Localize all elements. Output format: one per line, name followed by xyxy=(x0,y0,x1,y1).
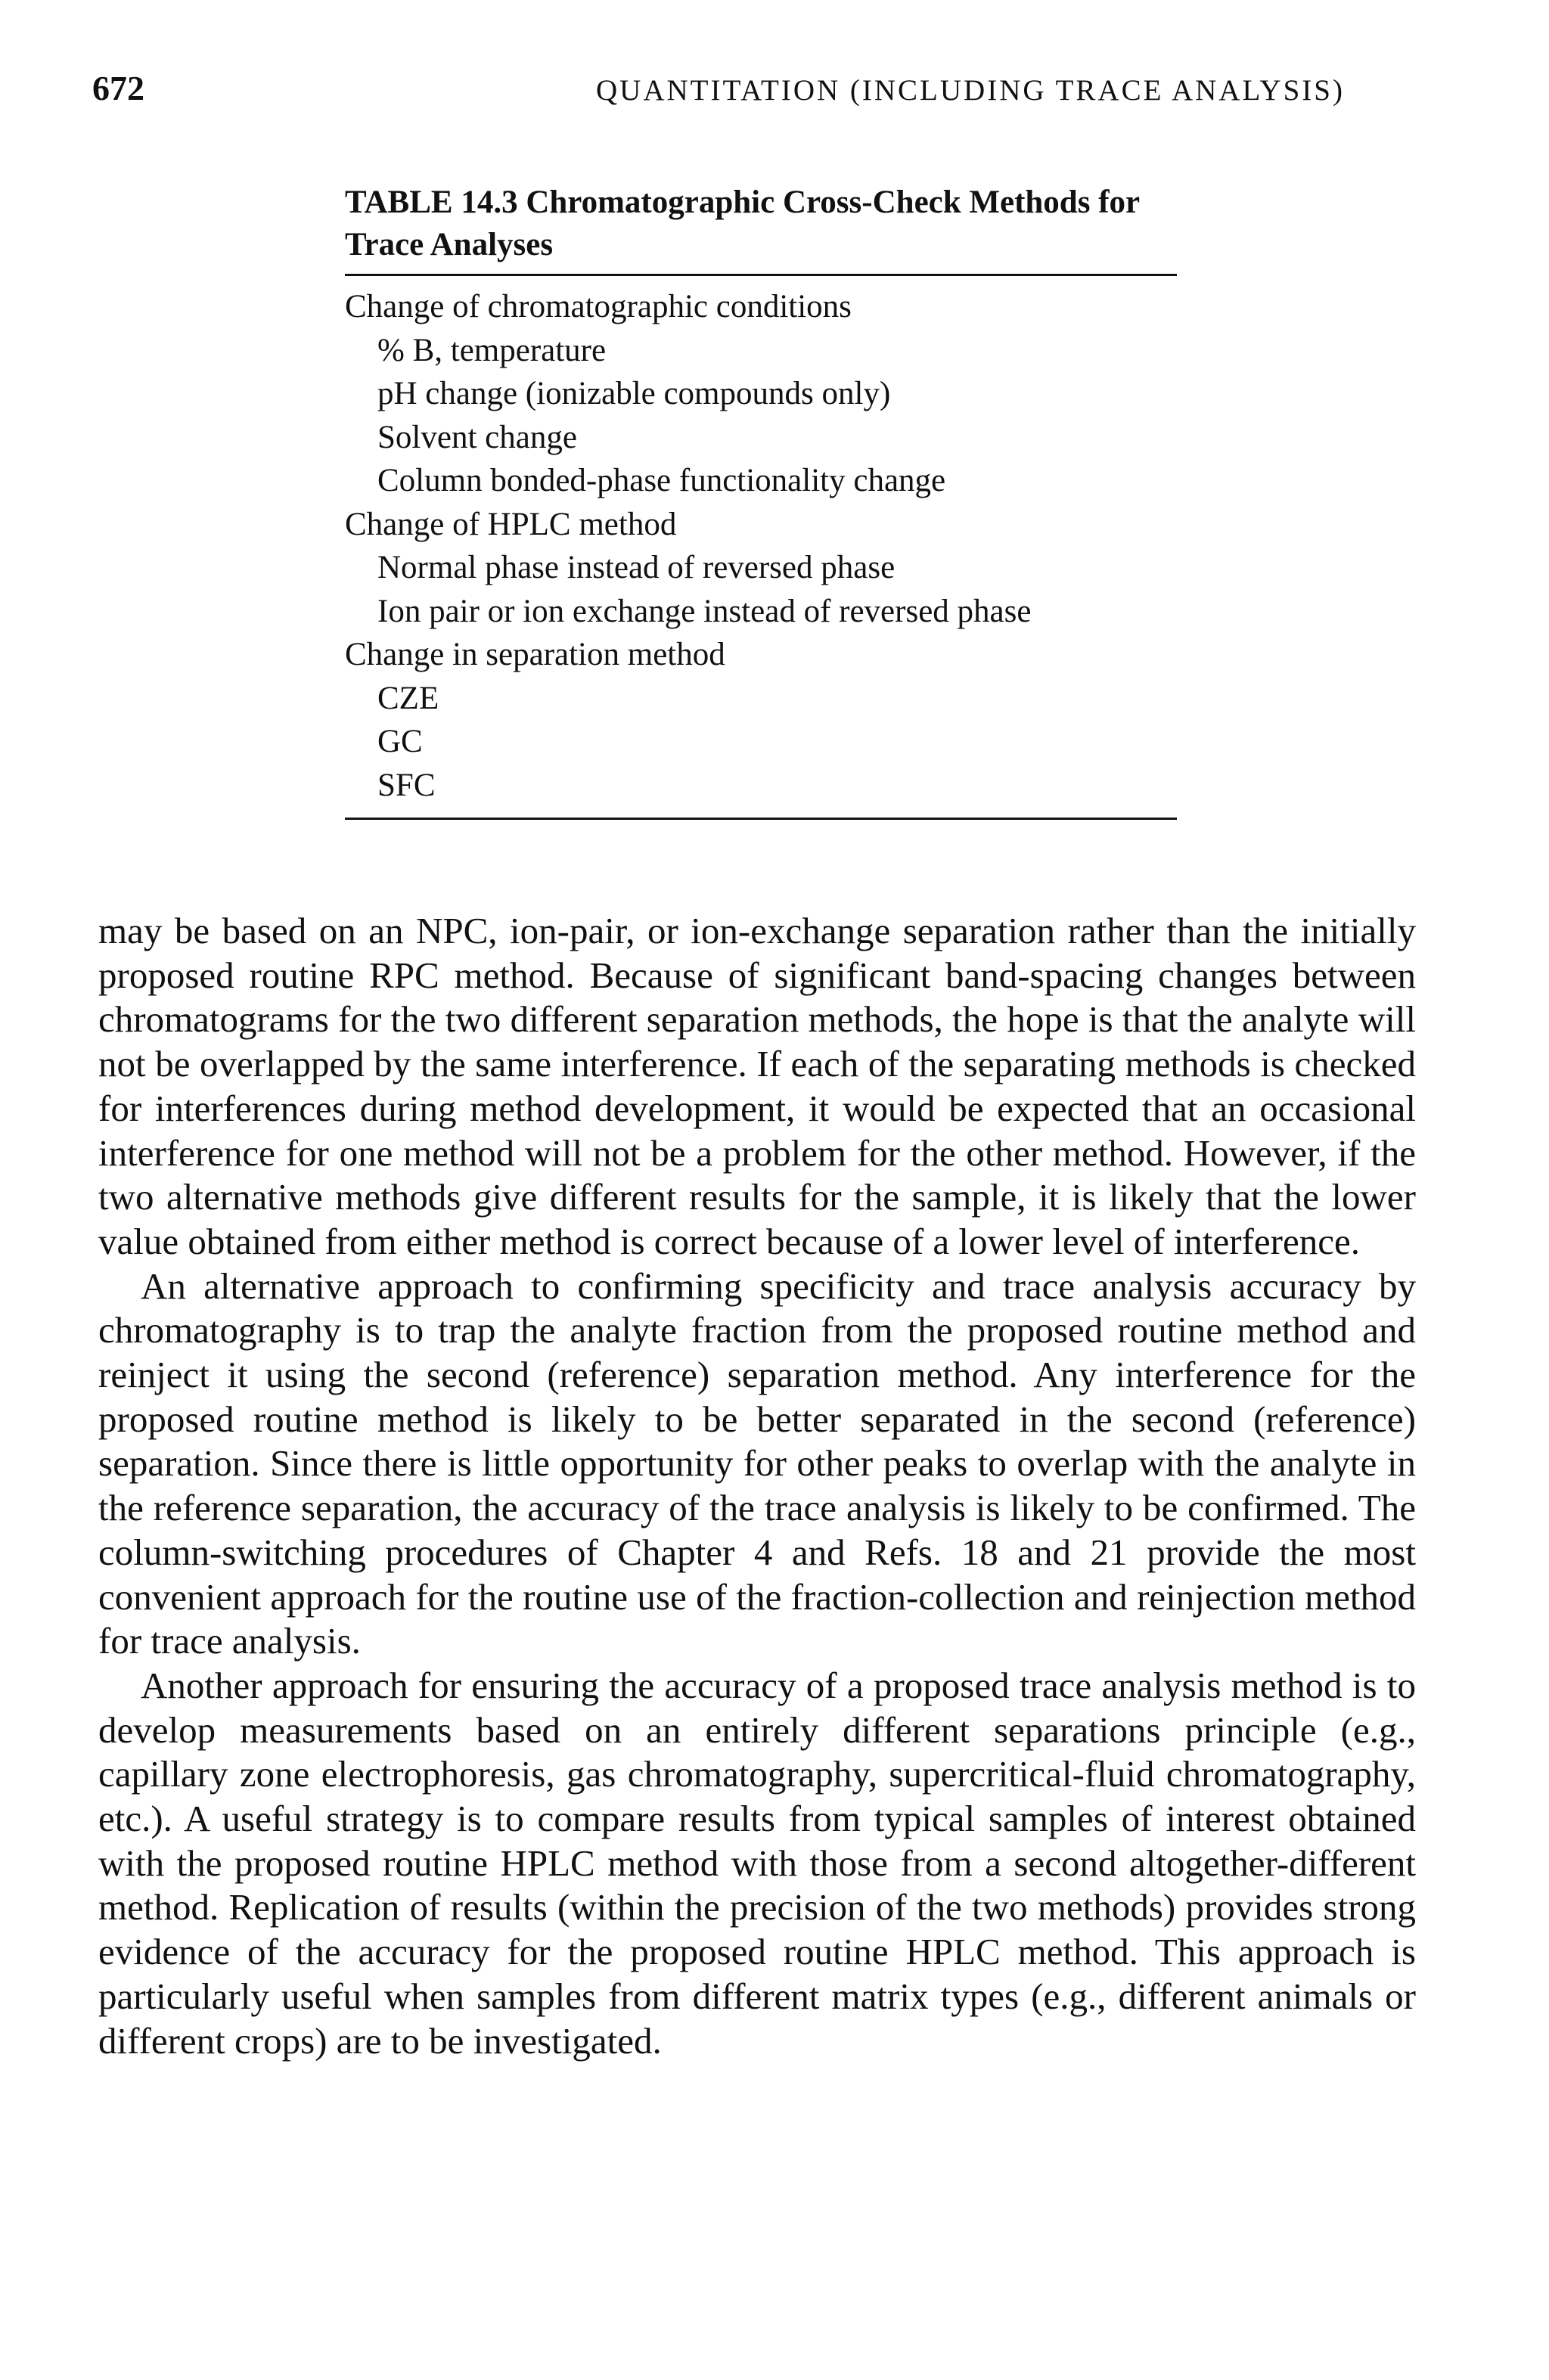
paragraph-continuation: may be based on an NPC, ion-pair, or ion-exchange separation rather than the initially proposed routine RPC method. Because of significant band-spacing changes between chromatograms for the two different separation methods, the hope is that the analyte will not be overlapped by the same interference. If each of the separating methods is checked for interferences during method development, it would be expected that an occasional interference for one method will not be a problem for the other method. However, if the two alternative methods give different results for the sample, it is likely that the lower value obtained from either method is correct because of a lower level of interference. xyxy=(98,910,1416,1262)
table-row: Change of chromatographic conditions xyxy=(345,289,852,324)
running-head: QUANTITATION (INCLUDING TRACE ANALYSIS) xyxy=(596,74,1345,107)
table-row: Normal phase instead of reversed phase xyxy=(377,550,896,585)
table-row: Column bonded-phase functionality change xyxy=(377,463,946,498)
table-row: Change in separation method xyxy=(345,637,725,672)
table-row: % B, temperature xyxy=(377,332,607,368)
table-row: pH change (ionizable compounds only) xyxy=(377,376,891,411)
page-number: 672 xyxy=(92,69,144,107)
table-rows xyxy=(345,285,1177,807)
table-14-3 xyxy=(345,182,1177,820)
paragraph-different-principle: Another approach for ensuring the accuracy of a proposed trace analysis method is to develop measurements based on an entirely different separations principle (e.g., capillary zone electrophoresis, gas chromatography, supercritical-fluid chromatography, etc.). A useful strategy is to compare results from typical samples of interest obtained with the proposed routine HPLC method with those from a second altogether-different method. Replication of results (within the precision of the two methods) provides strong evidence of the accuracy for the proposed routine HPLC method. This approach is particularly useful when samples from different matrix types (e.g., different animals or different crops) are to be investigated. xyxy=(98,1664,1416,2062)
body-text xyxy=(98,909,1416,2063)
table-caption: TABLE 14.3 Chromatographic Cross-Check Methods for Trace Analyses xyxy=(345,185,1140,262)
table-top-rule xyxy=(345,274,1177,276)
table-row: Change of HPLC method xyxy=(345,506,677,542)
table-row: Solvent change xyxy=(377,419,577,455)
table-row: CZE xyxy=(377,680,439,716)
table-row: GC xyxy=(377,724,423,759)
table-row: Ion pair or ion exchange instead of reversed phase xyxy=(377,593,1032,629)
table-row: SFC xyxy=(377,767,436,803)
table-bottom-rule xyxy=(345,818,1177,820)
paragraph-trap-reinject: An alternative approach to confirming specificity and trace analysis accuracy by chromatography is to trap the analyte fraction from the proposed routine method and reinject it using the second (reference) separation method. Any interference for the proposed routine method is likely to be better separated in the second (reference) separation. Since there is little opportunity for other peaks to overlap with the analyte in the reference separation, the accuracy of the trace analysis is likely to be confirmed. The column-switching procedures of Chapter 4 and Refs. 18 and 21 provide the most convenient approach for the routine use of the fraction-collection and reinjection method for trace analysis. xyxy=(98,1264,1416,1662)
